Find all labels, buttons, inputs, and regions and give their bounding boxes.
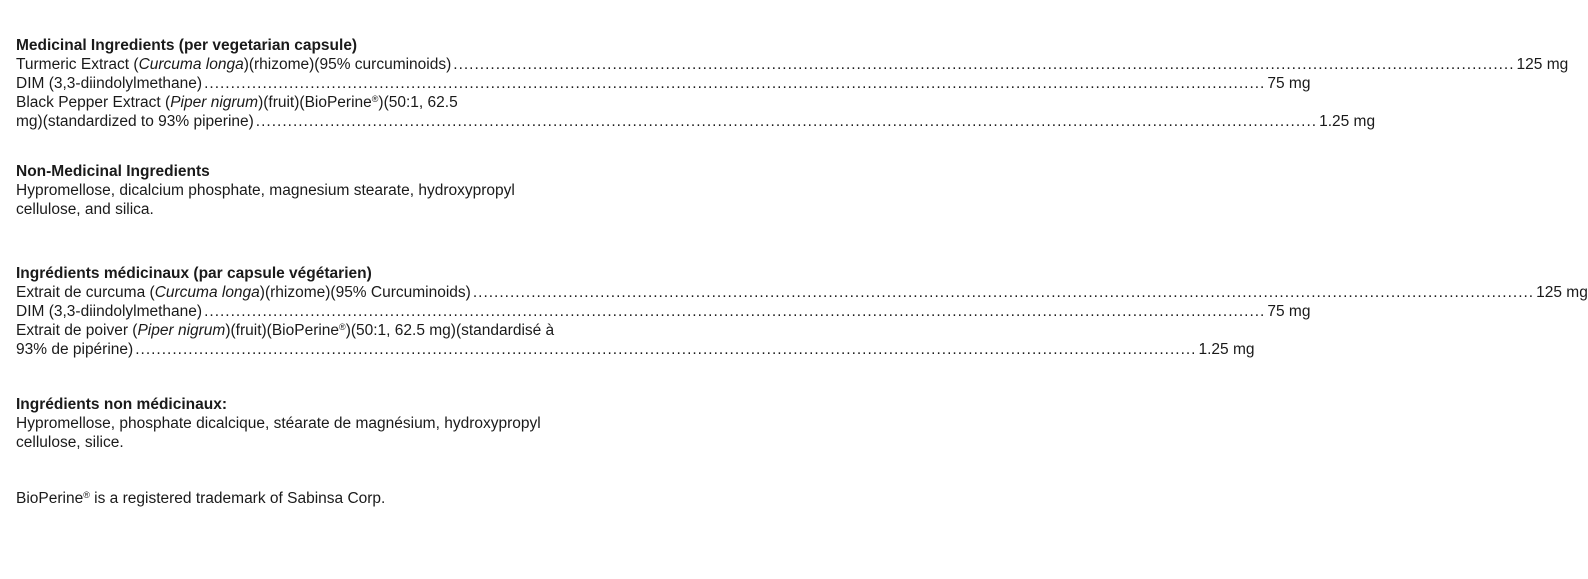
trademark-note: BioPerine® is a registered trademark of Sabinsa Corp. bbox=[16, 490, 386, 507]
ingredient-dose: 125 mg bbox=[1536, 284, 1588, 301]
dot-leader: ........................................................................................................................................................................................................ bbox=[204, 303, 1266, 320]
ingredient-dose: 1.25 mg bbox=[1319, 113, 1376, 130]
fr-nonmedicinal-section bbox=[16, 395, 660, 452]
ingredient-dose: 75 mg bbox=[1267, 303, 1311, 320]
ingredient-dose: 1.25 mg bbox=[1198, 341, 1255, 358]
fr-medicinal-heading: Ingrédients médicinaux (par capsule végétarien) bbox=[16, 265, 372, 282]
fr-medicinal-section bbox=[16, 264, 1588, 359]
en-pepper-row bbox=[16, 112, 1376, 131]
ingredient-name: Extrait de curcuma (Curcuma longa)(rhizome)(95% Curcuminoids) bbox=[16, 284, 471, 301]
dot-leader: ........................................................................................................................................................................................................ bbox=[453, 56, 1515, 73]
ingredient-name: DIM (3,3-diindolylmethane) bbox=[16, 303, 203, 320]
ingredient-dose: 125 mg bbox=[1516, 56, 1569, 73]
fr-dim-row bbox=[16, 302, 1311, 321]
en-pepper-line1: Black Pepper Extract (Piper nigrum)(fruit)(BioPerine®)(50:1, 62.5 bbox=[16, 94, 458, 111]
fr-nonmedicinal-heading: Ingrédients non médicinaux: bbox=[16, 396, 227, 413]
fr-nonmedicinal-line2: cellulose, silice. bbox=[16, 434, 124, 451]
en-medicinal-section bbox=[16, 36, 1569, 131]
fr-nonmedicinal-line1: Hypromellose, phosphate dicalcique, stéarate de magnésium, hydroxypropyl bbox=[16, 415, 541, 432]
ingredient-name: Turmeric Extract (Curcuma longa)(rhizome)(95% curcuminoids) bbox=[16, 56, 452, 73]
en-dim-row bbox=[16, 74, 1311, 93]
ingredient-name: DIM (3,3-diindolylmethane) bbox=[16, 75, 203, 92]
fr-pepper-line1: Extrait de poiver (Piper nigrum)(fruit)(BioPerine®)(50:1, 62.5 mg)(standardisé à bbox=[16, 322, 555, 339]
en-nonmedicinal-line1: Hypromellose, dicalcium phosphate, magnesium stearate, hydroxypropyl bbox=[16, 182, 515, 199]
ingredient-name: 93% de pipérine) bbox=[16, 341, 134, 358]
fr-turmeric-row bbox=[16, 283, 1588, 302]
fr-pepper-row bbox=[16, 340, 1255, 359]
dot-leader: ........................................................................................................................................................................................................ bbox=[204, 75, 1266, 92]
dot-leader: ........................................................................................................................................................................................................ bbox=[135, 341, 1197, 358]
en-nonmedicinal-section bbox=[16, 162, 660, 219]
en-nonmedicinal-line2: cellulose, and silica. bbox=[16, 201, 154, 218]
dot-leader: ........................................................................................................................................................................................................ bbox=[472, 284, 1535, 301]
ingredient-name: mg)(standardized to 93% piperine) bbox=[16, 113, 254, 130]
en-medicinal-heading: Medicinal Ingredients (per vegetarian capsule) bbox=[16, 37, 358, 54]
dot-leader: ........................................................................................................................................................................................................ bbox=[255, 113, 1318, 130]
en-nonmedicinal-heading: Non-Medicinal Ingredients bbox=[16, 163, 210, 180]
ingredient-dose: 75 mg bbox=[1267, 75, 1311, 92]
en-turmeric-row bbox=[16, 55, 1569, 74]
